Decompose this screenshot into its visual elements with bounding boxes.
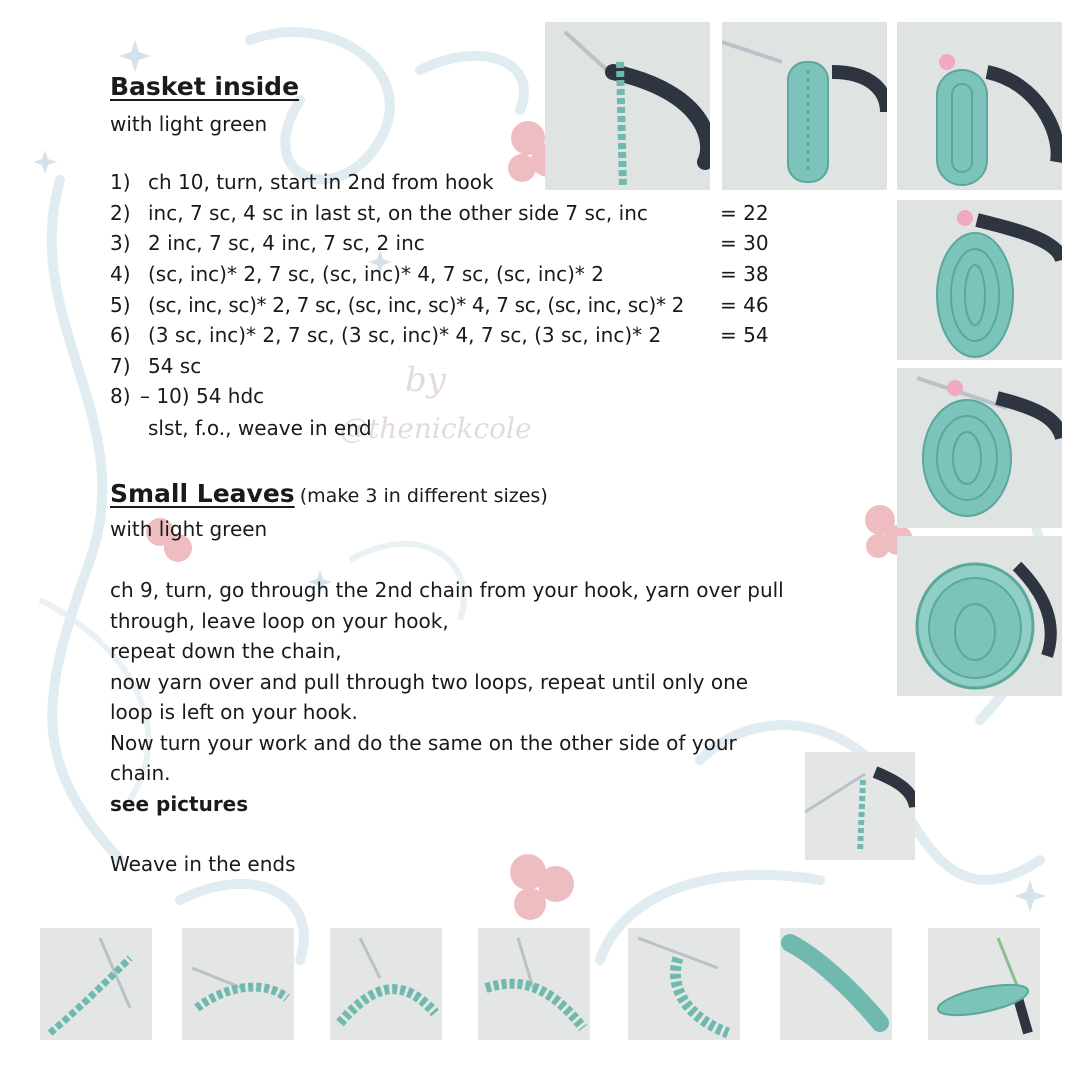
- step-instruction: ch 10, turn, start in 2nd from hook: [148, 170, 494, 194]
- step-result: = 30: [720, 231, 769, 255]
- step-instruction: (sc, inc, sc)* 2, 7 sc, (sc, inc, sc)* 4, 7 sc, (sc, inc, sc)* 2: [148, 293, 684, 317]
- basket-color-note: with light green: [110, 112, 268, 136]
- step-number: 3): [110, 231, 131, 255]
- step-photo-row1: [722, 22, 887, 190]
- leaves-color-note: with light green: [110, 517, 268, 541]
- step-photo-chain: [545, 22, 710, 190]
- leaves-line: now yarn over and pull through two loops, repeat until only one: [110, 669, 749, 694]
- leaf-step-photo-7: [928, 928, 1040, 1040]
- step-number: 6): [110, 323, 131, 347]
- weave-note: Weave in the ends: [110, 852, 296, 876]
- leaf-step-photo-1: [40, 928, 152, 1040]
- step-instruction: (3 sc, inc)* 2, 7 sc, (3 sc, inc)* 4, 7 sc, (3 sc, inc)* 2: [148, 323, 662, 347]
- basket-step: [110, 293, 790, 321]
- leaves-line: ch 9, turn, go through the 2nd chain from your hook, yarn over pull: [110, 578, 784, 602]
- step-photo-basket-wall: [897, 536, 1062, 696]
- leaves-line: loop is left on your hook.: [110, 700, 358, 724]
- basket-step: [110, 384, 790, 412]
- watermark-handle: @thenickcole: [340, 412, 532, 445]
- step-instruction: 54 sc: [148, 354, 202, 378]
- basket-step: [110, 323, 790, 351]
- step-photo-round4: [897, 368, 1062, 528]
- leaves-line: Now turn your work and do the same on the other side of your: [110, 730, 737, 755]
- basket-title: Basket inside: [110, 72, 300, 101]
- leaf-step-photo-4: [478, 928, 590, 1040]
- basket-step: [110, 231, 790, 259]
- step-photo-row2: [897, 22, 1062, 190]
- basket-step: [110, 354, 790, 382]
- leaves-line: chain.: [110, 761, 171, 785]
- leaf-step-photo-5: [628, 928, 740, 1040]
- step-instruction: – 10) 54 hdc: [140, 384, 265, 408]
- leaf-step-photo-2: [182, 928, 294, 1040]
- step-number: 8): [110, 384, 131, 408]
- basket-step: [110, 201, 790, 229]
- step-number: 2): [110, 201, 131, 225]
- step-result: = 22: [720, 201, 769, 225]
- step-result: = 38: [720, 262, 769, 286]
- step-instruction: 2 inc, 7 sc, 4 inc, 7 sc, 2 inc: [148, 231, 425, 255]
- step-photo-round3: [897, 200, 1062, 360]
- basket-step: [110, 262, 790, 290]
- step-result: = 46: [720, 293, 769, 317]
- leaves-header: [110, 479, 548, 508]
- step-number: 7): [110, 354, 131, 378]
- step-instruction: inc, 7 sc, 4 sc in last st, on the other side 7 sc, inc: [148, 201, 648, 225]
- step-result: = 54: [720, 323, 769, 347]
- leaves-line: through, leave loop on your hook,: [110, 608, 449, 633]
- leaf-step-photo-6: [780, 928, 892, 1040]
- leaves-title-note: (make 3 in different sizes): [299, 485, 548, 507]
- step-number: 4): [110, 262, 131, 286]
- step-instruction: (sc, inc)* 2, 7 sc, (sc, inc)* 4, 7 sc, (sc, inc)* 2: [148, 262, 604, 286]
- step-photo-leaf-chain: [805, 752, 915, 860]
- leaves-title: Small Leaves: [110, 479, 295, 508]
- see-pictures-note: see pictures: [110, 791, 249, 816]
- basket-finish: slst, f.o., weave in end: [148, 416, 372, 440]
- leaf-step-photo-3: [330, 928, 442, 1040]
- leaves-instructions: [110, 575, 784, 819]
- watermark-by: by: [405, 360, 446, 400]
- step-number: 5): [110, 293, 131, 317]
- step-number: 1): [110, 170, 131, 194]
- leaves-line: repeat down the chain,: [110, 639, 342, 663]
